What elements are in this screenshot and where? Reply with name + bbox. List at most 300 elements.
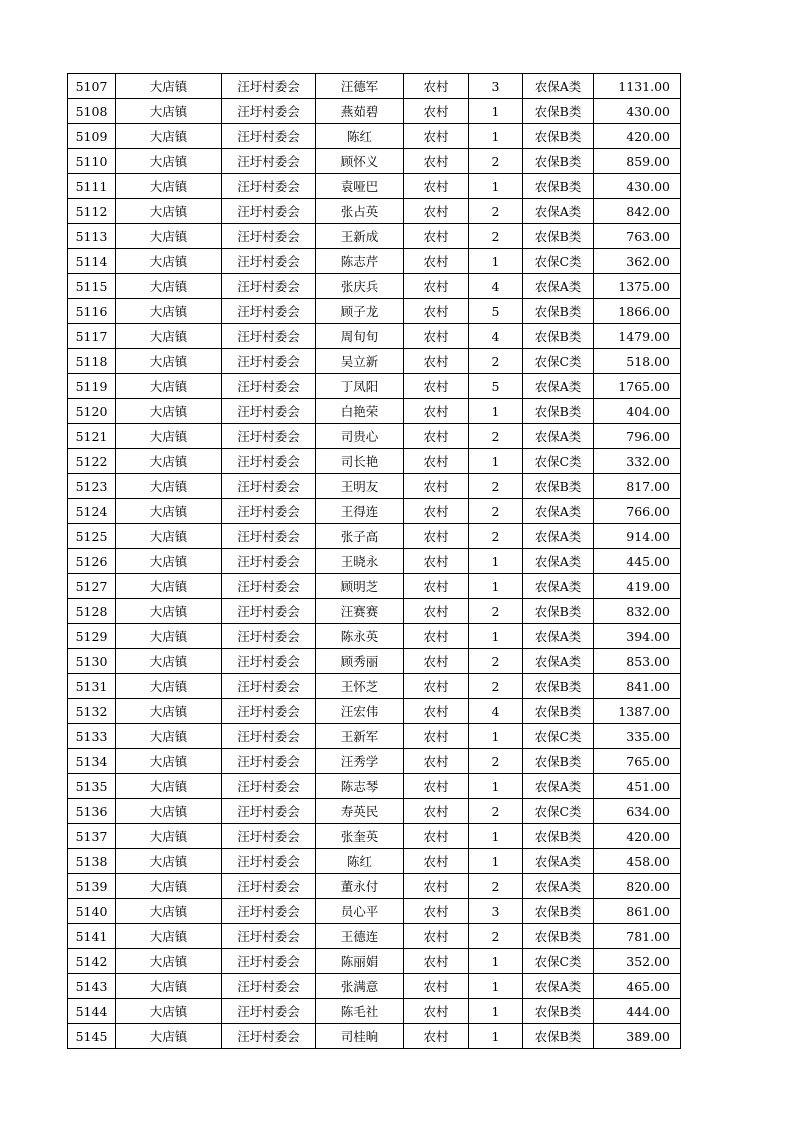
table-row bbox=[68, 899, 681, 924]
seq-cell: 5122 bbox=[68, 449, 116, 474]
amount-cell: 458.00 bbox=[594, 849, 681, 874]
table-row bbox=[68, 99, 681, 124]
town-cell: 大店镇 bbox=[116, 124, 222, 149]
seq-cell: 5126 bbox=[68, 549, 116, 574]
table-row bbox=[68, 874, 681, 899]
town-cell: 大店镇 bbox=[116, 924, 222, 949]
village-cell: 汪圩村委会 bbox=[222, 174, 316, 199]
type-cell: 农村 bbox=[404, 574, 469, 599]
village-cell: 汪圩村委会 bbox=[222, 374, 316, 399]
name-cell: 张子高 bbox=[316, 524, 404, 549]
count-cell: 1 bbox=[469, 974, 523, 999]
town-cell: 大店镇 bbox=[116, 1024, 222, 1049]
name-cell: 袁哑巴 bbox=[316, 174, 404, 199]
amount-cell: 335.00 bbox=[594, 724, 681, 749]
category-cell: 农保B类 bbox=[523, 399, 594, 424]
village-cell: 汪圩村委会 bbox=[222, 224, 316, 249]
type-cell: 农村 bbox=[404, 824, 469, 849]
table-row bbox=[68, 324, 681, 349]
town-cell: 大店镇 bbox=[116, 474, 222, 499]
village-cell: 汪圩村委会 bbox=[222, 99, 316, 124]
amount-cell: 445.00 bbox=[594, 549, 681, 574]
type-cell: 农村 bbox=[404, 74, 469, 99]
name-cell: 张奎英 bbox=[316, 824, 404, 849]
table-row bbox=[68, 499, 681, 524]
village-cell: 汪圩村委会 bbox=[222, 524, 316, 549]
category-cell: 农保B类 bbox=[523, 699, 594, 724]
type-cell: 农村 bbox=[404, 249, 469, 274]
amount-cell: 1375.00 bbox=[594, 274, 681, 299]
category-cell: 农保C类 bbox=[523, 949, 594, 974]
name-cell: 张庆兵 bbox=[316, 274, 404, 299]
type-cell: 农村 bbox=[404, 799, 469, 824]
name-cell: 司桂晌 bbox=[316, 1024, 404, 1049]
type-cell: 农村 bbox=[404, 674, 469, 699]
name-cell: 王怀芝 bbox=[316, 674, 404, 699]
seq-cell: 5143 bbox=[68, 974, 116, 999]
type-cell: 农村 bbox=[404, 449, 469, 474]
count-cell: 1 bbox=[469, 399, 523, 424]
amount-cell: 859.00 bbox=[594, 149, 681, 174]
table-row bbox=[68, 149, 681, 174]
amount-cell: 841.00 bbox=[594, 674, 681, 699]
type-cell: 农村 bbox=[404, 124, 469, 149]
seq-cell: 5125 bbox=[68, 524, 116, 549]
category-cell: 农保A类 bbox=[523, 549, 594, 574]
seq-cell: 5108 bbox=[68, 99, 116, 124]
town-cell: 大店镇 bbox=[116, 999, 222, 1024]
table-row bbox=[68, 399, 681, 424]
village-cell: 汪圩村委会 bbox=[222, 149, 316, 174]
seq-cell: 5132 bbox=[68, 699, 116, 724]
count-cell: 5 bbox=[469, 299, 523, 324]
town-cell: 大店镇 bbox=[116, 449, 222, 474]
type-cell: 农村 bbox=[404, 224, 469, 249]
town-cell: 大店镇 bbox=[116, 649, 222, 674]
seq-cell: 5107 bbox=[68, 74, 116, 99]
seq-cell: 5137 bbox=[68, 824, 116, 849]
town-cell: 大店镇 bbox=[116, 549, 222, 574]
type-cell: 农村 bbox=[404, 999, 469, 1024]
seq-cell: 5134 bbox=[68, 749, 116, 774]
name-cell: 张占英 bbox=[316, 199, 404, 224]
name-cell: 顾子龙 bbox=[316, 299, 404, 324]
table-row bbox=[68, 799, 681, 824]
seq-cell: 5124 bbox=[68, 499, 116, 524]
count-cell: 4 bbox=[469, 699, 523, 724]
town-cell: 大店镇 bbox=[116, 874, 222, 899]
seq-cell: 5138 bbox=[68, 849, 116, 874]
count-cell: 1 bbox=[469, 174, 523, 199]
town-cell: 大店镇 bbox=[116, 374, 222, 399]
village-cell: 汪圩村委会 bbox=[222, 299, 316, 324]
table-row bbox=[68, 474, 681, 499]
village-cell: 汪圩村委会 bbox=[222, 324, 316, 349]
type-cell: 农村 bbox=[404, 949, 469, 974]
town-cell: 大店镇 bbox=[116, 949, 222, 974]
count-cell: 1 bbox=[469, 549, 523, 574]
amount-cell: 766.00 bbox=[594, 499, 681, 524]
table-row bbox=[68, 224, 681, 249]
seq-cell: 5140 bbox=[68, 899, 116, 924]
table-row bbox=[68, 449, 681, 474]
name-cell: 顾明芝 bbox=[316, 574, 404, 599]
village-cell: 汪圩村委会 bbox=[222, 1024, 316, 1049]
category-cell: 农保C类 bbox=[523, 449, 594, 474]
amount-cell: 419.00 bbox=[594, 574, 681, 599]
amount-cell: 465.00 bbox=[594, 974, 681, 999]
type-cell: 农村 bbox=[404, 524, 469, 549]
category-cell: 农保B类 bbox=[523, 599, 594, 624]
type-cell: 农村 bbox=[404, 324, 469, 349]
category-cell: 农保C类 bbox=[523, 349, 594, 374]
amount-cell: 430.00 bbox=[594, 99, 681, 124]
table-row bbox=[68, 374, 681, 399]
seq-cell: 5120 bbox=[68, 399, 116, 424]
category-cell: 农保A类 bbox=[523, 774, 594, 799]
type-cell: 农村 bbox=[404, 349, 469, 374]
town-cell: 大店镇 bbox=[116, 524, 222, 549]
seq-cell: 5114 bbox=[68, 249, 116, 274]
table-row bbox=[68, 649, 681, 674]
town-cell: 大店镇 bbox=[116, 799, 222, 824]
seq-cell: 5123 bbox=[68, 474, 116, 499]
type-cell: 农村 bbox=[404, 749, 469, 774]
count-cell: 4 bbox=[469, 274, 523, 299]
amount-cell: 1479.00 bbox=[594, 324, 681, 349]
category-cell: 农保B类 bbox=[523, 924, 594, 949]
count-cell: 1 bbox=[469, 99, 523, 124]
name-cell: 员心平 bbox=[316, 899, 404, 924]
amount-cell: 420.00 bbox=[594, 124, 681, 149]
table-row bbox=[68, 124, 681, 149]
table-row bbox=[68, 824, 681, 849]
type-cell: 农村 bbox=[404, 624, 469, 649]
table-row bbox=[68, 599, 681, 624]
category-cell: 农保C类 bbox=[523, 799, 594, 824]
category-cell: 农保A类 bbox=[523, 574, 594, 599]
amount-cell: 832.00 bbox=[594, 599, 681, 624]
name-cell: 汪德军 bbox=[316, 74, 404, 99]
category-cell: 农保B类 bbox=[523, 749, 594, 774]
count-cell: 1 bbox=[469, 1024, 523, 1049]
category-cell: 农保B类 bbox=[523, 174, 594, 199]
village-cell: 汪圩村委会 bbox=[222, 199, 316, 224]
table-row bbox=[68, 674, 681, 699]
table-row bbox=[68, 249, 681, 274]
name-cell: 王晓永 bbox=[316, 549, 404, 574]
count-cell: 1 bbox=[469, 624, 523, 649]
village-cell: 汪圩村委会 bbox=[222, 949, 316, 974]
village-cell: 汪圩村委会 bbox=[222, 799, 316, 824]
village-cell: 汪圩村委会 bbox=[222, 574, 316, 599]
table-row bbox=[68, 849, 681, 874]
category-cell: 农保B类 bbox=[523, 1024, 594, 1049]
count-cell: 4 bbox=[469, 324, 523, 349]
amount-cell: 817.00 bbox=[594, 474, 681, 499]
type-cell: 农村 bbox=[404, 549, 469, 574]
village-cell: 汪圩村委会 bbox=[222, 974, 316, 999]
count-cell: 3 bbox=[469, 74, 523, 99]
count-cell: 2 bbox=[469, 524, 523, 549]
count-cell: 2 bbox=[469, 924, 523, 949]
village-cell: 汪圩村委会 bbox=[222, 849, 316, 874]
name-cell: 顾怀义 bbox=[316, 149, 404, 174]
table-row bbox=[68, 199, 681, 224]
table-row bbox=[68, 749, 681, 774]
table-row bbox=[68, 424, 681, 449]
amount-cell: 765.00 bbox=[594, 749, 681, 774]
type-cell: 农村 bbox=[404, 924, 469, 949]
count-cell: 1 bbox=[469, 249, 523, 274]
type-cell: 农村 bbox=[404, 849, 469, 874]
amount-cell: 634.00 bbox=[594, 799, 681, 824]
village-cell: 汪圩村委会 bbox=[222, 424, 316, 449]
amount-cell: 444.00 bbox=[594, 999, 681, 1024]
type-cell: 农村 bbox=[404, 1024, 469, 1049]
town-cell: 大店镇 bbox=[116, 674, 222, 699]
count-cell: 2 bbox=[469, 649, 523, 674]
village-cell: 汪圩村委会 bbox=[222, 924, 316, 949]
category-cell: 农保C类 bbox=[523, 724, 594, 749]
name-cell: 陈永英 bbox=[316, 624, 404, 649]
type-cell: 农村 bbox=[404, 299, 469, 324]
seq-cell: 5127 bbox=[68, 574, 116, 599]
table-row bbox=[68, 274, 681, 299]
seq-cell: 5119 bbox=[68, 374, 116, 399]
count-cell: 2 bbox=[469, 224, 523, 249]
category-cell: 农保A类 bbox=[523, 374, 594, 399]
amount-cell: 781.00 bbox=[594, 924, 681, 949]
type-cell: 农村 bbox=[404, 474, 469, 499]
type-cell: 农村 bbox=[404, 149, 469, 174]
count-cell: 2 bbox=[469, 199, 523, 224]
type-cell: 农村 bbox=[404, 424, 469, 449]
seq-cell: 5139 bbox=[68, 874, 116, 899]
name-cell: 陈志芹 bbox=[316, 249, 404, 274]
village-cell: 汪圩村委会 bbox=[222, 124, 316, 149]
town-cell: 大店镇 bbox=[116, 399, 222, 424]
name-cell: 汪宏伟 bbox=[316, 699, 404, 724]
town-cell: 大店镇 bbox=[116, 699, 222, 724]
village-cell: 汪圩村委会 bbox=[222, 899, 316, 924]
seq-cell: 5109 bbox=[68, 124, 116, 149]
count-cell: 1 bbox=[469, 824, 523, 849]
count-cell: 2 bbox=[469, 349, 523, 374]
count-cell: 5 bbox=[469, 374, 523, 399]
table-row bbox=[68, 724, 681, 749]
name-cell: 寿英民 bbox=[316, 799, 404, 824]
table-row bbox=[68, 549, 681, 574]
village-cell: 汪圩村委会 bbox=[222, 399, 316, 424]
amount-cell: 420.00 bbox=[594, 824, 681, 849]
seq-cell: 5135 bbox=[68, 774, 116, 799]
name-cell: 周旬旬 bbox=[316, 324, 404, 349]
seq-cell: 5110 bbox=[68, 149, 116, 174]
category-cell: 农保A类 bbox=[523, 624, 594, 649]
village-cell: 汪圩村委会 bbox=[222, 549, 316, 574]
count-cell: 1 bbox=[469, 724, 523, 749]
town-cell: 大店镇 bbox=[116, 849, 222, 874]
seq-cell: 5129 bbox=[68, 624, 116, 649]
seq-cell: 5130 bbox=[68, 649, 116, 674]
category-cell: 农保B类 bbox=[523, 999, 594, 1024]
count-cell: 2 bbox=[469, 749, 523, 774]
village-cell: 汪圩村委会 bbox=[222, 474, 316, 499]
amount-cell: 430.00 bbox=[594, 174, 681, 199]
amount-cell: 394.00 bbox=[594, 624, 681, 649]
category-cell: 农保B类 bbox=[523, 149, 594, 174]
category-cell: 农保A类 bbox=[523, 199, 594, 224]
village-cell: 汪圩村委会 bbox=[222, 674, 316, 699]
type-cell: 农村 bbox=[404, 374, 469, 399]
town-cell: 大店镇 bbox=[116, 724, 222, 749]
count-cell: 1 bbox=[469, 124, 523, 149]
town-cell: 大店镇 bbox=[116, 174, 222, 199]
type-cell: 农村 bbox=[404, 724, 469, 749]
seq-cell: 5118 bbox=[68, 349, 116, 374]
village-cell: 汪圩村委会 bbox=[222, 274, 316, 299]
category-cell: 农保B类 bbox=[523, 324, 594, 349]
count-cell: 2 bbox=[469, 599, 523, 624]
name-cell: 顾秀丽 bbox=[316, 649, 404, 674]
type-cell: 农村 bbox=[404, 199, 469, 224]
count-cell: 2 bbox=[469, 874, 523, 899]
category-cell: 农保B类 bbox=[523, 824, 594, 849]
name-cell: 张满意 bbox=[316, 974, 404, 999]
type-cell: 农村 bbox=[404, 649, 469, 674]
name-cell: 陈志琴 bbox=[316, 774, 404, 799]
name-cell: 陈毛社 bbox=[316, 999, 404, 1024]
town-cell: 大店镇 bbox=[116, 749, 222, 774]
type-cell: 农村 bbox=[404, 174, 469, 199]
town-cell: 大店镇 bbox=[116, 324, 222, 349]
village-cell: 汪圩村委会 bbox=[222, 599, 316, 624]
amount-cell: 1765.00 bbox=[594, 374, 681, 399]
name-cell: 王得连 bbox=[316, 499, 404, 524]
name-cell: 汪秀学 bbox=[316, 749, 404, 774]
amount-cell: 763.00 bbox=[594, 224, 681, 249]
type-cell: 农村 bbox=[404, 99, 469, 124]
name-cell: 司贵心 bbox=[316, 424, 404, 449]
category-cell: 农保B类 bbox=[523, 899, 594, 924]
category-cell: 农保A类 bbox=[523, 74, 594, 99]
village-cell: 汪圩村委会 bbox=[222, 249, 316, 274]
seq-cell: 5116 bbox=[68, 299, 116, 324]
amount-cell: 1866.00 bbox=[594, 299, 681, 324]
amount-cell: 914.00 bbox=[594, 524, 681, 549]
town-cell: 大店镇 bbox=[116, 249, 222, 274]
amount-cell: 362.00 bbox=[594, 249, 681, 274]
seq-cell: 5117 bbox=[68, 324, 116, 349]
table-row bbox=[68, 624, 681, 649]
town-cell: 大店镇 bbox=[116, 824, 222, 849]
count-cell: 1 bbox=[469, 574, 523, 599]
amount-cell: 1387.00 bbox=[594, 699, 681, 724]
category-cell: 农保B类 bbox=[523, 299, 594, 324]
village-cell: 汪圩村委会 bbox=[222, 874, 316, 899]
category-cell: 农保B类 bbox=[523, 674, 594, 699]
town-cell: 大店镇 bbox=[116, 899, 222, 924]
name-cell: 汪赛赛 bbox=[316, 599, 404, 624]
seq-cell: 5144 bbox=[68, 999, 116, 1024]
town-cell: 大店镇 bbox=[116, 574, 222, 599]
table-row bbox=[68, 974, 681, 999]
village-cell: 汪圩村委会 bbox=[222, 749, 316, 774]
category-cell: 农保B类 bbox=[523, 124, 594, 149]
table-row bbox=[68, 299, 681, 324]
seq-cell: 5145 bbox=[68, 1024, 116, 1049]
town-cell: 大店镇 bbox=[116, 224, 222, 249]
village-cell: 汪圩村委会 bbox=[222, 724, 316, 749]
village-cell: 汪圩村委会 bbox=[222, 774, 316, 799]
village-cell: 汪圩村委会 bbox=[222, 624, 316, 649]
name-cell: 董永付 bbox=[316, 874, 404, 899]
category-cell: 农保A类 bbox=[523, 849, 594, 874]
town-cell: 大店镇 bbox=[116, 599, 222, 624]
seq-cell: 5141 bbox=[68, 924, 116, 949]
category-cell: 农保A类 bbox=[523, 874, 594, 899]
table-row bbox=[68, 924, 681, 949]
seq-cell: 5133 bbox=[68, 724, 116, 749]
town-cell: 大店镇 bbox=[116, 299, 222, 324]
category-cell: 农保A类 bbox=[523, 499, 594, 524]
seq-cell: 5136 bbox=[68, 799, 116, 824]
name-cell: 司长艳 bbox=[316, 449, 404, 474]
village-cell: 汪圩村委会 bbox=[222, 74, 316, 99]
name-cell: 王新军 bbox=[316, 724, 404, 749]
count-cell: 2 bbox=[469, 799, 523, 824]
amount-cell: 796.00 bbox=[594, 424, 681, 449]
village-cell: 汪圩村委会 bbox=[222, 999, 316, 1024]
seq-cell: 5111 bbox=[68, 174, 116, 199]
village-cell: 汪圩村委会 bbox=[222, 349, 316, 374]
amount-cell: 451.00 bbox=[594, 774, 681, 799]
type-cell: 农村 bbox=[404, 399, 469, 424]
name-cell: 吴立新 bbox=[316, 349, 404, 374]
table-row bbox=[68, 524, 681, 549]
seq-cell: 5112 bbox=[68, 199, 116, 224]
town-cell: 大店镇 bbox=[116, 774, 222, 799]
town-cell: 大店镇 bbox=[116, 274, 222, 299]
amount-cell: 1131.00 bbox=[594, 74, 681, 99]
data-table bbox=[67, 73, 681, 1049]
town-cell: 大店镇 bbox=[116, 499, 222, 524]
table-row bbox=[68, 699, 681, 724]
amount-cell: 853.00 bbox=[594, 649, 681, 674]
type-cell: 农村 bbox=[404, 874, 469, 899]
name-cell: 王明友 bbox=[316, 474, 404, 499]
village-cell: 汪圩村委会 bbox=[222, 649, 316, 674]
name-cell: 王新成 bbox=[316, 224, 404, 249]
category-cell: 农保B类 bbox=[523, 474, 594, 499]
table-row bbox=[68, 349, 681, 374]
town-cell: 大店镇 bbox=[116, 624, 222, 649]
table-row bbox=[68, 174, 681, 199]
amount-cell: 842.00 bbox=[594, 199, 681, 224]
category-cell: 农保B类 bbox=[523, 99, 594, 124]
count-cell: 2 bbox=[469, 474, 523, 499]
category-cell: 农保C类 bbox=[523, 249, 594, 274]
count-cell: 1 bbox=[469, 449, 523, 474]
category-cell: 农保A类 bbox=[523, 524, 594, 549]
category-cell: 农保A类 bbox=[523, 424, 594, 449]
count-cell: 2 bbox=[469, 149, 523, 174]
town-cell: 大店镇 bbox=[116, 74, 222, 99]
type-cell: 农村 bbox=[404, 774, 469, 799]
amount-cell: 518.00 bbox=[594, 349, 681, 374]
town-cell: 大店镇 bbox=[116, 199, 222, 224]
